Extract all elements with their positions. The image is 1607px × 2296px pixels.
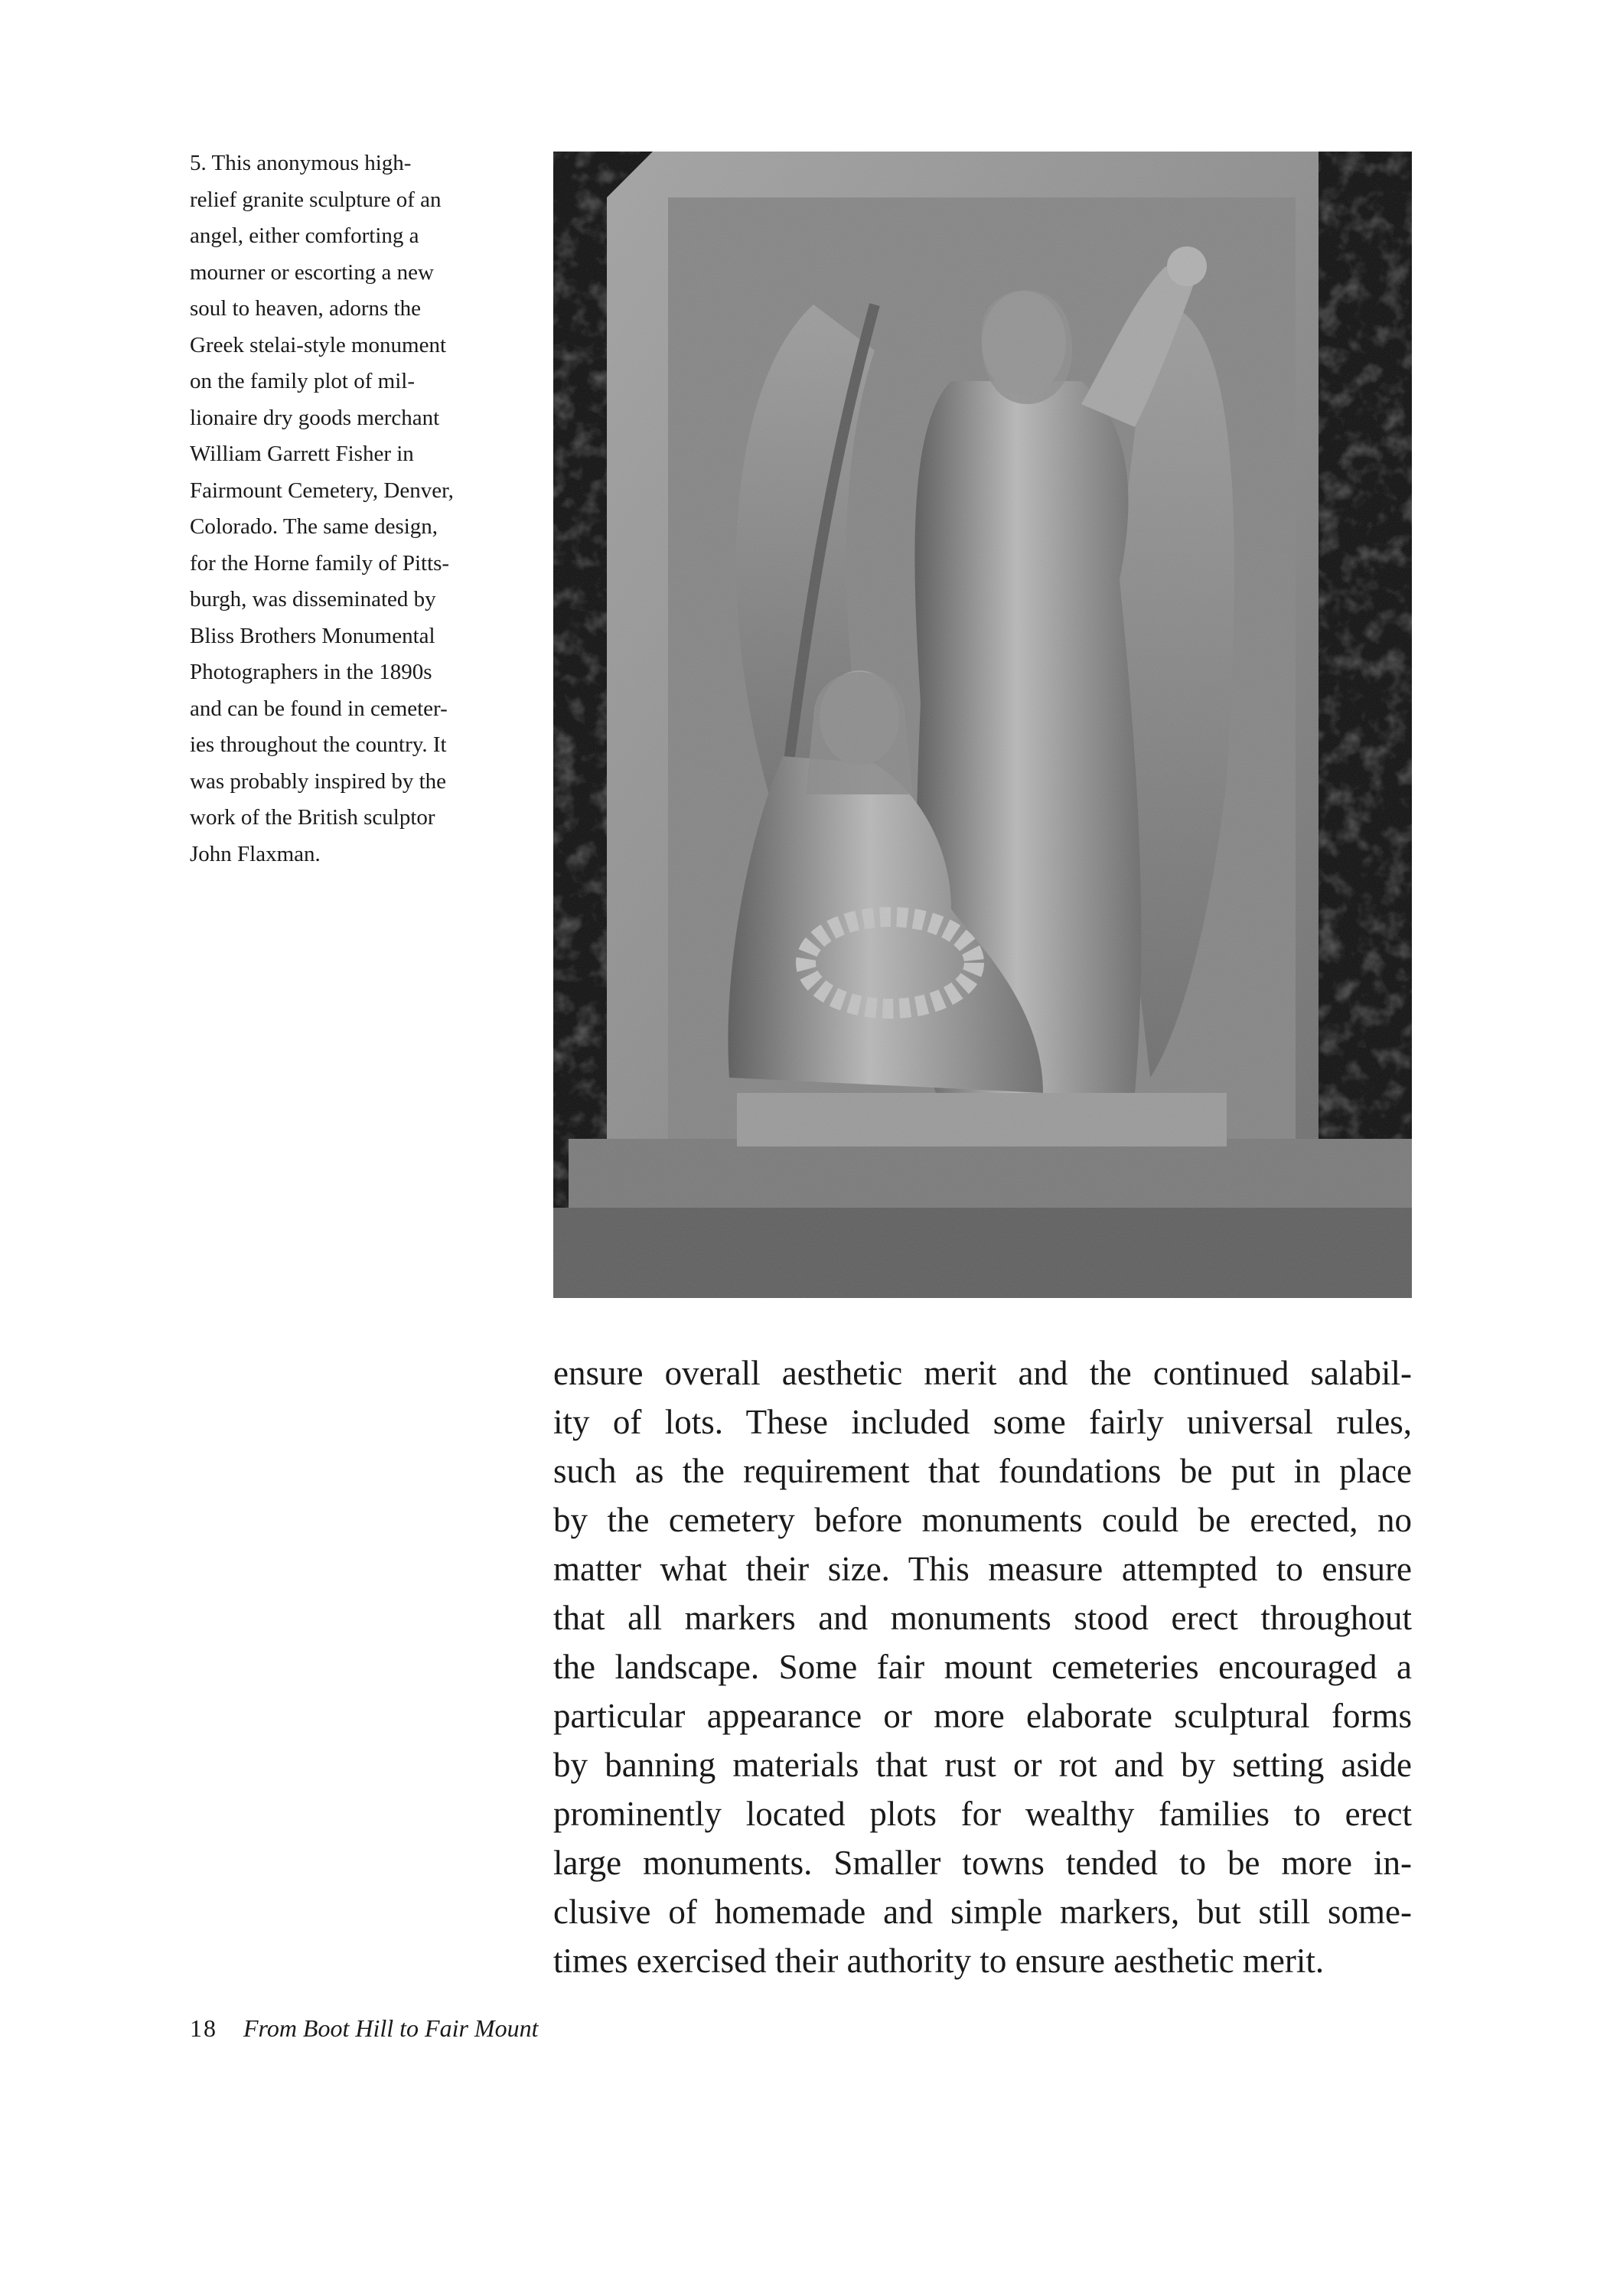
angel-monument-photo xyxy=(553,152,1412,1298)
body-line: matter what their size. This measure attempted to ensure xyxy=(553,1550,1412,1588)
body-line: times exercised their authority to ensure aesthetic merit. xyxy=(553,1942,1325,1980)
granite-grain xyxy=(553,152,1412,1298)
page-number: 18 xyxy=(190,2014,217,2042)
caption-line: William Garrett Fisher in xyxy=(190,442,414,466)
caption-line: ies throughout the country. It xyxy=(190,732,447,757)
body-line: clusive of homemade and simple markers, but still some- xyxy=(553,1893,1412,1931)
caption-line: Greek stelai-style monument xyxy=(190,332,447,357)
caption-line: Bliss Brothers Monumental xyxy=(190,623,435,648)
body-line: such as the requirement that foundations be put in place xyxy=(553,1452,1412,1490)
caption-line: on the family plot of mil- xyxy=(190,369,415,393)
caption-line: relief granite sculpture of an xyxy=(190,187,442,212)
caption-line: for the Horne family of Pitts- xyxy=(190,550,450,576)
caption-line: Colorado. The same design, xyxy=(190,514,438,539)
caption-line: lionaire dry goods merchant xyxy=(190,405,440,430)
caption-line: Photographers in the 1890s xyxy=(190,660,432,684)
caption-line: mourner or escorting a new xyxy=(190,259,434,285)
caption-line: Fairmount Cemetery, Denver, xyxy=(190,478,454,503)
caption-line: work of the British sculptor xyxy=(190,805,435,830)
page-footer xyxy=(190,2013,538,2043)
caption-line: 5. This anonymous high- xyxy=(190,151,412,175)
running-title: From Boot Hill to Fair Mount xyxy=(243,2014,539,2042)
body-line: that all markers and monuments stood erect throughout xyxy=(553,1599,1412,1637)
body-line: large monuments. Smaller towns tended to be more in- xyxy=(553,1844,1412,1882)
caption-line: John Flaxman. xyxy=(190,841,321,866)
body-line: the landscape. Some fair mount cemeteries encouraged a xyxy=(553,1648,1412,1686)
caption-line: burgh, was disseminated by xyxy=(190,587,436,612)
caption-line: and can be found in cemeter- xyxy=(190,696,448,721)
body-line: by the cemetery before monuments could be erected, no xyxy=(553,1501,1412,1539)
body-paragraph xyxy=(553,1349,1412,1985)
caption-line: was probably inspired by the xyxy=(190,768,447,794)
body-line: by banning materials that rust or rot and by setting aside xyxy=(553,1746,1412,1784)
figure-caption xyxy=(190,145,511,872)
body-line: prominently located plots for wealthy families to erect xyxy=(553,1795,1412,1833)
caption-line: soul to heaven, adorns the xyxy=(190,296,422,321)
body-line: ity of lots. These included some fairly universal rules, xyxy=(553,1403,1412,1441)
body-line: ensure overall aesthetic merit and the continued salabil- xyxy=(553,1354,1412,1392)
caption-line: angel, either comforting a xyxy=(190,223,419,248)
body-line: particular appearance or more elaborate sculptural forms xyxy=(553,1697,1412,1735)
